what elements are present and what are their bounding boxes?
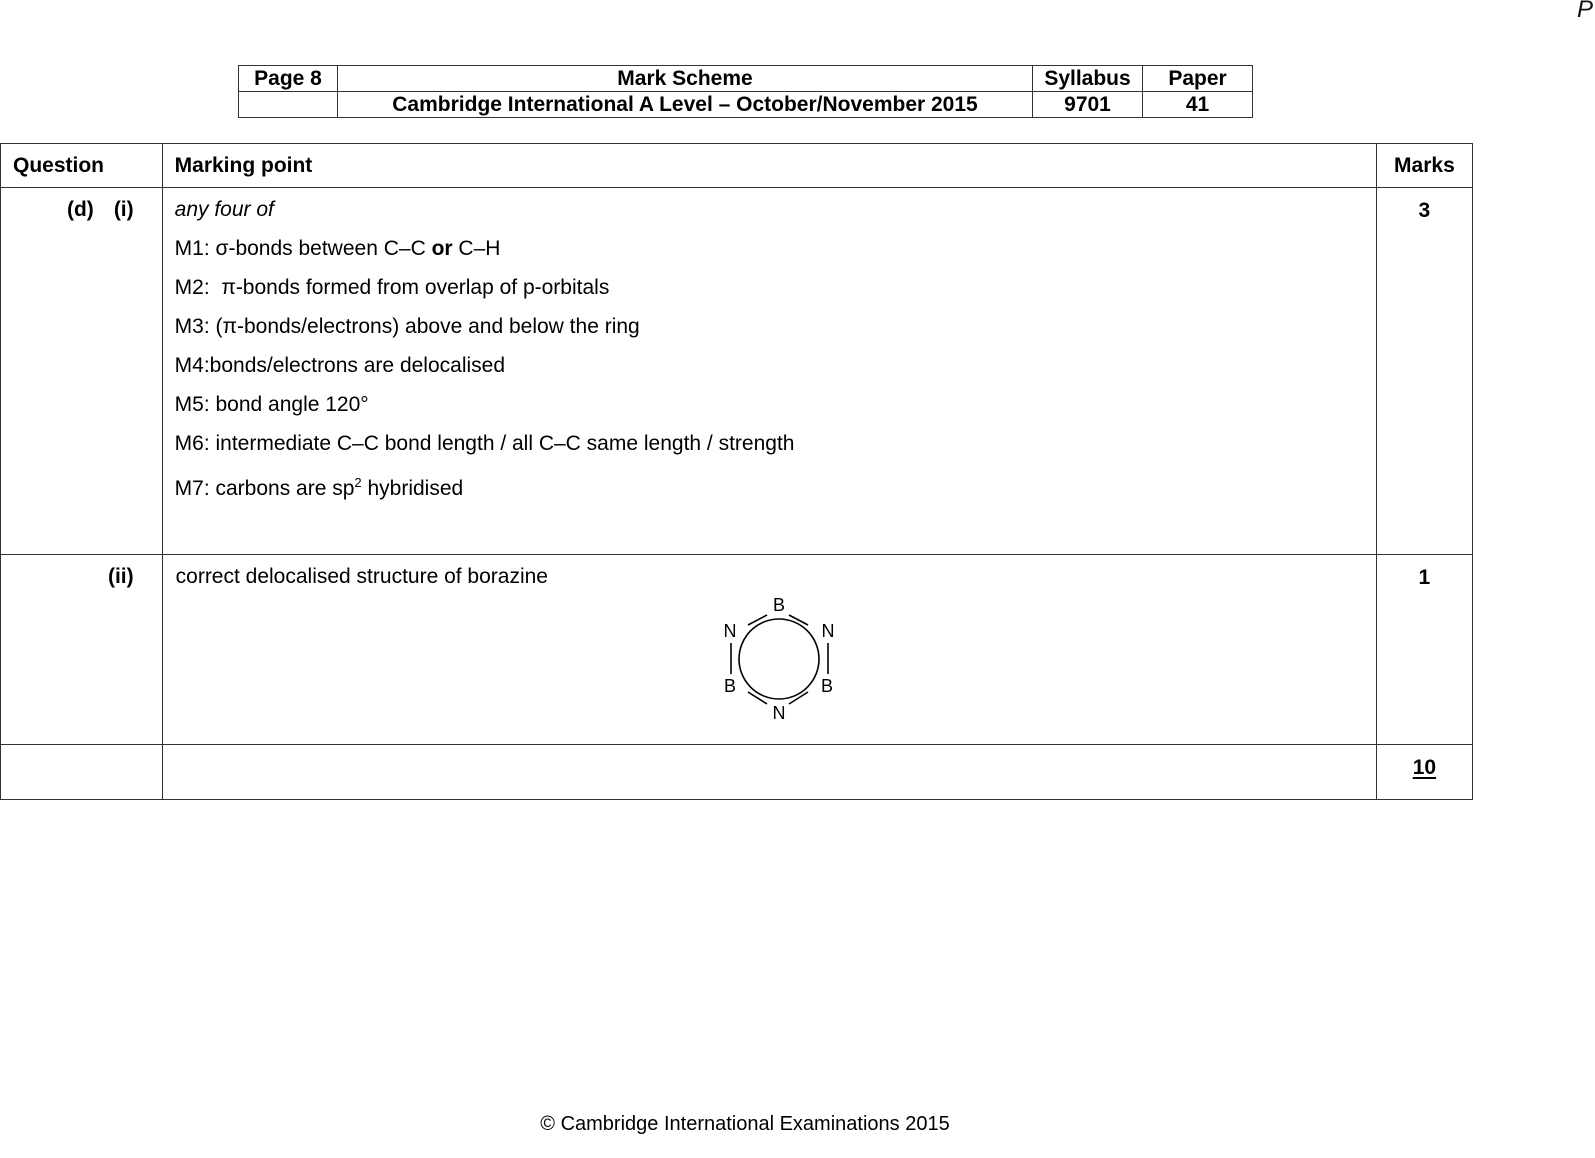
atom-label: B <box>820 676 833 696</box>
question-subpart: (ii) <box>107 565 134 588</box>
point-text: σ-bonds between C–C <box>215 237 432 260</box>
paper-value: 41 <box>1143 92 1253 118</box>
marking-point-m7 <box>175 470 1376 509</box>
marking-point-m5 <box>175 392 1376 431</box>
atom-label: B <box>723 676 736 696</box>
point-text: intermediate C–C bond length / all C–C same length / strength <box>215 432 795 455</box>
syllabus-label: Syllabus <box>1033 66 1143 92</box>
point-label: M1: <box>174 237 216 260</box>
empty-cell <box>1 745 163 800</box>
point-text: (π-bonds/electrons) above and below the ring <box>215 315 640 338</box>
page-corner-mark: P <box>1576 0 1593 23</box>
delocalised-ring <box>739 619 819 699</box>
point-label: M6: <box>174 432 216 455</box>
marking-point-m3 <box>175 314 1376 353</box>
table-row <box>1 555 1473 745</box>
superscript: 2 <box>354 475 362 490</box>
empty-cell <box>239 92 338 118</box>
point-label: M2: <box>174 276 222 299</box>
borazine-structure <box>176 590 1376 730</box>
total-marks-value: 10 <box>1412 756 1437 779</box>
question-number <box>1 188 163 555</box>
atom-label: N <box>723 621 737 641</box>
column-header-marking-point: Marking point <box>162 144 1376 188</box>
point-text: π-bonds formed from overlap of p-orbitals <box>221 276 610 299</box>
point-bold: or <box>431 237 453 260</box>
borazine-structure-diagram <box>716 592 846 722</box>
marking-text: correct delocalised structure of borazine <box>175 565 548 588</box>
empty-cell <box>162 745 1376 800</box>
syllabus-value: 9701 <box>1033 92 1143 118</box>
bond-line <box>748 615 767 625</box>
question-number <box>1 555 163 745</box>
document-title: Mark Scheme <box>338 66 1033 92</box>
table-row <box>1 188 1473 555</box>
column-header-question: Question <box>1 144 163 188</box>
marks-value: 1 <box>1376 555 1472 745</box>
paper-label: Paper <box>1143 66 1253 92</box>
marking-points <box>162 188 1376 555</box>
point-text: C–H <box>452 237 501 260</box>
point-text: carbons are sp <box>215 477 355 500</box>
copyright-footer: © Cambridge International Examinations 2015 <box>540 1113 950 1135</box>
column-header-marks: Marks <box>1376 144 1472 188</box>
marking-point-m4 <box>175 353 1376 392</box>
question-subpart: (i) <box>113 198 134 221</box>
page-number: Page 8 <box>239 66 338 92</box>
marking-point-m6 <box>175 431 1376 470</box>
point-text: bond angle 120° <box>215 393 369 416</box>
table-header-row <box>1 144 1473 188</box>
atom-label: N <box>821 621 835 641</box>
point-label: M4: <box>174 354 210 377</box>
atom-label: N <box>772 703 786 722</box>
point-text: bonds/electrons are delocalised <box>209 354 506 377</box>
atom-label: B <box>772 595 785 615</box>
marks-value: 3 <box>1376 188 1472 555</box>
question-part: (d) <box>66 198 94 221</box>
bond-line <box>748 692 767 704</box>
point-label: M3: <box>174 315 216 338</box>
mark-scheme-table <box>0 143 1473 800</box>
marking-points <box>162 555 1376 745</box>
marking-point-m1 <box>175 236 1376 275</box>
point-label: M7: <box>174 477 216 500</box>
header-table <box>238 65 1253 118</box>
table-row-total <box>1 745 1473 800</box>
marking-point-m2 <box>175 275 1376 314</box>
document-subtitle: Cambridge International A Level – October/November 2015 <box>338 92 1033 118</box>
point-label: M5: <box>174 393 216 416</box>
point-text: hybridised <box>361 477 464 500</box>
total-marks <box>1376 745 1472 800</box>
marking-intro: any four of <box>174 198 274 221</box>
